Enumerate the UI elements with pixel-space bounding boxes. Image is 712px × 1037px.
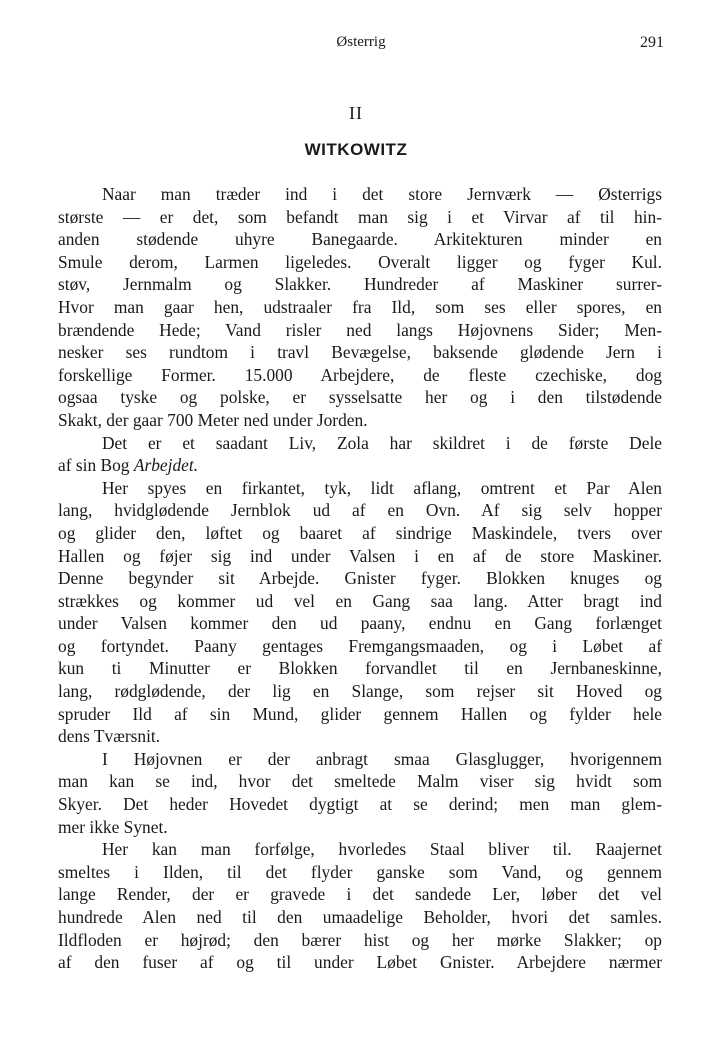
text-line: ogsaa tyske og polske, er sysselsatte her og i den tilstødende [58, 387, 662, 408]
chapter-number: II [349, 103, 363, 123]
text-line: lang, hvidglødende Jernblok ud af en Ovn. Af sig selv hopper [58, 500, 662, 521]
paragraph [58, 838, 662, 974]
text-line: støv, Jernmalm og Slakker. Hundreder af Maskiner surrer- [58, 274, 662, 295]
text-line: dens Tværsnit. [58, 726, 161, 747]
text-line: og fortyndet. Paany gentages Fremgangsmaaden, og i Løbet af [58, 635, 662, 656]
chapter-title: WITKOWITZ [304, 140, 408, 159]
paragraph [58, 183, 662, 432]
text-line: Ildfloden er højrød; den bærer hist og her mørke Slakker; op [58, 929, 662, 950]
text-line: brændende Hede; Vand risler ned langs Højovnens Sider; Men- [58, 319, 662, 340]
book-title-italic: Arbejdet. [133, 455, 199, 476]
running-head [58, 34, 664, 56]
text-line: kun ti Minutter er Blokken forvandlet til en Jernbaneskinne, [58, 658, 662, 679]
text-line: under Valsen kommer den ud paany, endnu en Gang forlænget [58, 613, 662, 634]
running-title: Østerrig [336, 34, 386, 50]
paragraph [58, 477, 662, 748]
text-line: man kan se ind, hvor det smeltede Malm viser sig hvidt som [58, 771, 662, 792]
text-line: Smule derom, Larmen ligeledes. Overalt ligger og fyger Kul. [58, 251, 662, 272]
text-line: og glider den, løftet og baaret af sindrige Maskindele, tvers over [58, 522, 662, 543]
text-line: af den fuser af og til under Løbet Gnister. Arbejdere nærmer [58, 952, 662, 973]
text-line: mer ikke Synet. [58, 816, 168, 837]
text-line: I Højovnen er der anbragt smaa Glasglugger, hvorigennem [102, 748, 662, 769]
text-line: Hvor man gaar hen, udstraaler fra Ild, som ses eller spores, en [58, 296, 662, 317]
text-line: lang, rødglødende, der lig en Slange, som rejser sit Hoved og [58, 681, 662, 702]
text-line: Skyer. Det heder Hovedet dygtigt at se derind; men man glem- [58, 794, 662, 815]
text-line: største — er det, som befandt man sig i et Virvar af til hin- [58, 206, 662, 227]
body-text [58, 183, 662, 974]
text-fragment: af sin Bog [58, 455, 134, 476]
text-line: Hallen og føjer sig ind under Valsen i en af de store Maskiner. [58, 545, 662, 566]
text-line: nesker ses rundtom i travl Bevægelse, baksende glødende Jern i [58, 342, 662, 363]
text-line: Denne begynder sit Arbejde. Gnister fyger. Blokken knuges og [58, 568, 662, 589]
text-line [58, 454, 662, 477]
text-line: Naar man træder ind i det store Jernværk — Østerrigs [102, 184, 662, 204]
text-line: hundrede Alen ned til den umaadelige Beholder, hvori det samles. [58, 907, 662, 927]
text-line: forskellige Former. 15.000 Arbejdere, de fleste czechiske, dog [58, 364, 662, 385]
text-line: Det er et saadant Liv, Zola har skildret i de første Dele [102, 432, 662, 453]
paragraph [58, 432, 662, 477]
text-line: spruder Ild af sin Mund, glider gennem Hallen og fylder hele [58, 703, 662, 724]
text-line: anden stødende uhyre Banegaarde. Arkitekturen minder en [58, 229, 662, 250]
paragraph [58, 748, 662, 838]
text-line: Skakt, der gaar 700 Meter ned under Jorden. [58, 409, 368, 430]
page-number: 291 [640, 34, 664, 51]
text-line: lange Render, der er gravede i det sandede Ler, løber det vel [58, 884, 662, 905]
text-line: Her spyes en firkantet, tyk, lidt aflang, omtrent et Par Alen [102, 477, 662, 498]
text-line: Her kan man forfølge, hvorledes Staal bliver til. Raajernet [102, 839, 662, 860]
text-line: smeltes i Ilden, til det flyder ganske som Vand, og gennem [58, 861, 662, 882]
text-line: strækkes og kommer ud vel en Gang saa lang. Atter bragt ind [58, 590, 662, 611]
